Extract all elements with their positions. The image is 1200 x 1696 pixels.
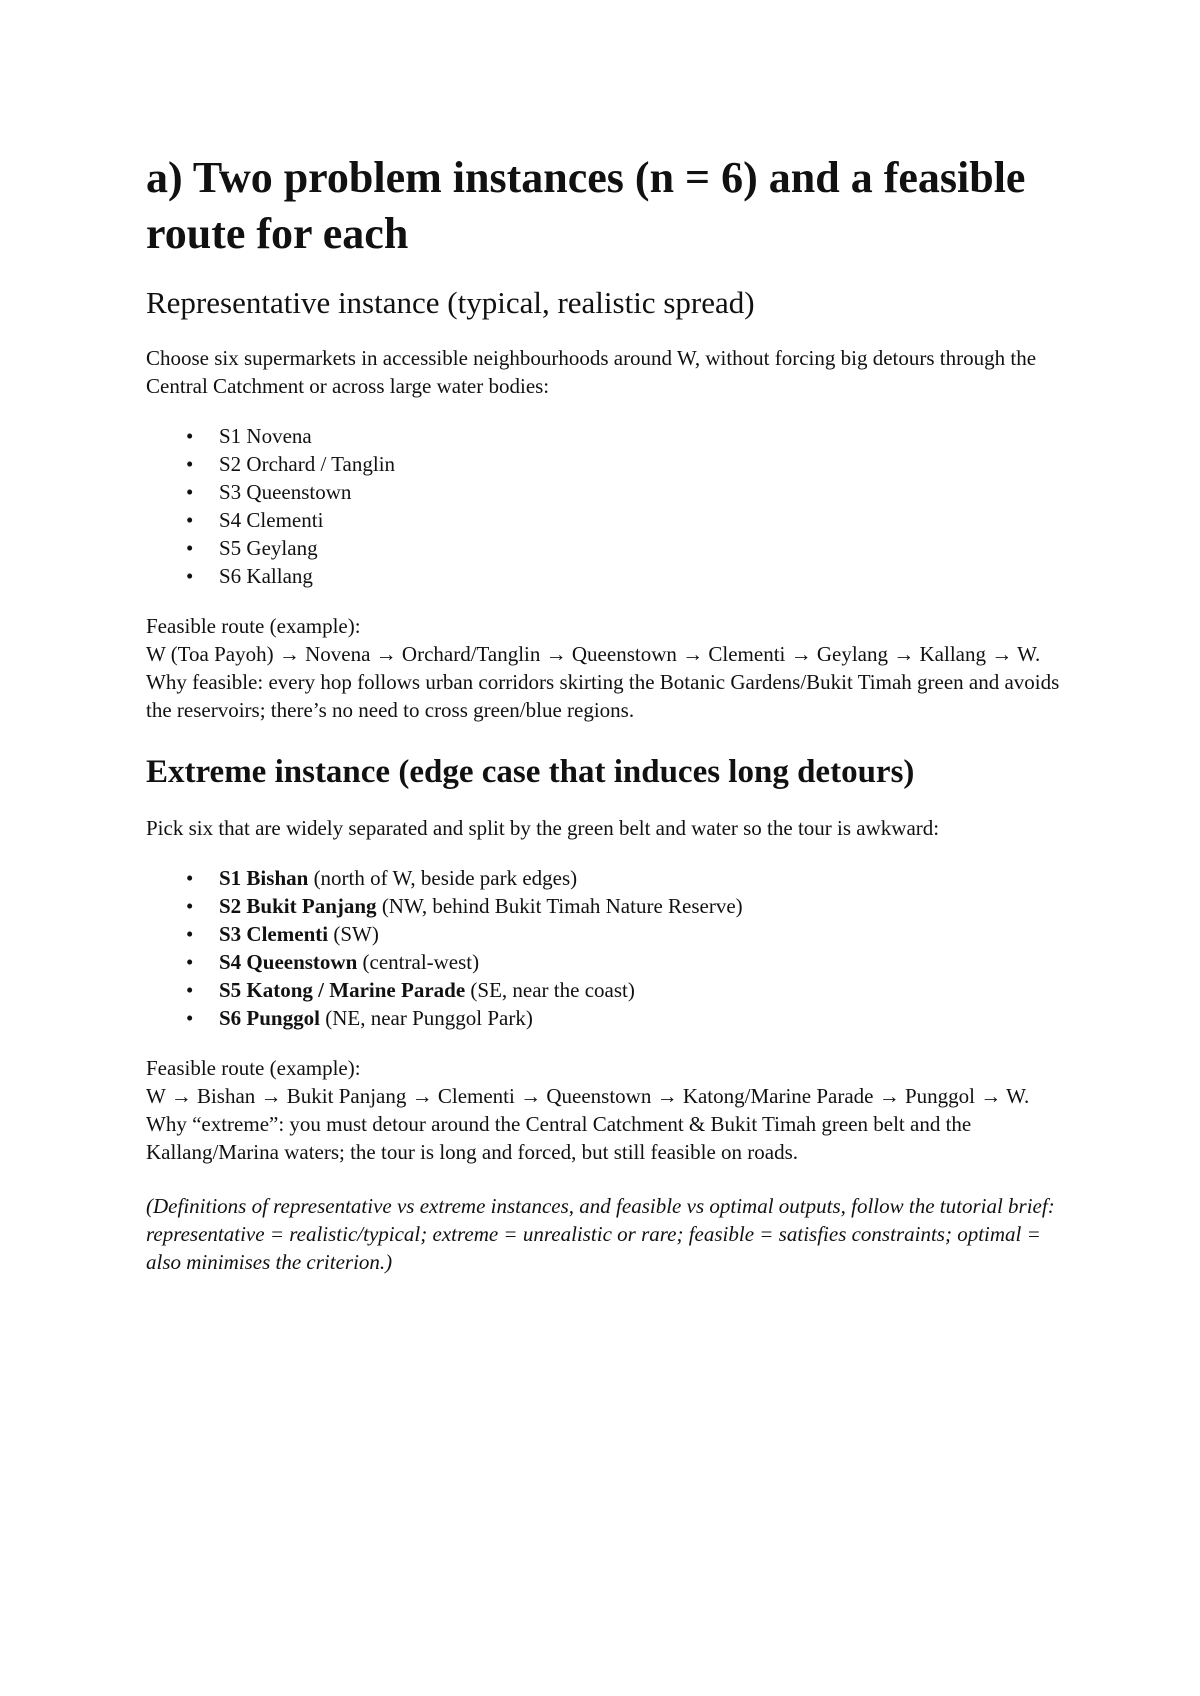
list-item: • S4 Clementi <box>146 506 1066 534</box>
store-name: S2 Bukit Panjang <box>219 894 377 918</box>
list-item: • S2 Orchard / Tanglin <box>146 450 1066 478</box>
list-item <box>146 948 1066 976</box>
store-name: S3 Clementi <box>219 922 329 946</box>
list-item <box>146 920 1066 948</box>
store-note: (NW, behind Bukit Timah Nature Reserve) <box>376 894 743 918</box>
route-label: Feasible route (example): <box>146 1056 361 1080</box>
extreme-route-block <box>146 1054 1066 1166</box>
representative-intro: Choose six supermarkets in accessible neighbourhoods around W, without forcing big detours through the Central Catchment or across large water bodies: <box>146 346 1037 398</box>
page-title: a) Two problem instances (n = 6) and a feasible route for each <box>146 153 1026 258</box>
representative-store-list <box>146 422 1066 590</box>
extreme-intro: Pick six that are widely separated and split by the green belt and water so the tour is awkward: <box>146 816 940 840</box>
list-item: • S1 Novena <box>146 422 1066 450</box>
store-name: S6 Punggol <box>219 1006 320 1030</box>
store-note: (SW) <box>328 922 379 946</box>
list-item: • S6 Kallang <box>146 562 1066 590</box>
why-text: Why feasible: every hop follows urban corridors skirting the Botanic Gardens/Bukit Timah green and avoids the reservoirs; there’s no need to cross green/blue regions. <box>146 670 1060 722</box>
store-name: S4 Queenstown <box>219 950 358 974</box>
store-note: (central-west) <box>357 950 480 974</box>
route-text: W → Bishan → Bukit Panjang → Clementi → Queenstown → Katong/Marine Parade → Punggol → W. <box>146 1084 1030 1108</box>
extreme-title: Extreme instance (edge case that induces long detours) <box>146 754 915 790</box>
why-text: Why “extreme”: you must detour around the Central Catchment & Bukit Timah green belt and the Kallang/Marina waters; the tour is long and forced, but still feasible on roads. <box>146 1112 972 1164</box>
list-item: • S3 Queenstown <box>146 478 1066 506</box>
store-name: S1 Bishan <box>219 866 309 890</box>
representative-route-block <box>146 612 1066 724</box>
route-text: W (Toa Payoh) → Novena → Orchard/Tanglin → Queenstown → Clementi → Geylang → Kallang → W. <box>146 642 1041 666</box>
list-item <box>146 892 1066 920</box>
extreme-store-list <box>146 864 1066 1032</box>
representative-title: Representative instance (typical, realistic spread) <box>146 285 755 320</box>
footnote: (Definitions of representative vs extreme instances, and feasible vs optimal outputs, follow the tutorial brief: representative = realistic/typical; extreme = unrealistic or rare; feasible = satisfies constraints; optimal = also minimises the criterion.) <box>146 1194 1055 1274</box>
list-item: • S5 Geylang <box>146 534 1066 562</box>
list-item <box>146 1004 1066 1032</box>
store-note: (SE, near the coast) <box>465 978 635 1002</box>
document-page <box>146 150 1066 1276</box>
list-item <box>146 864 1066 892</box>
route-label: Feasible route (example): <box>146 614 361 638</box>
store-note: (north of W, beside park edges) <box>308 866 578 890</box>
store-name: S5 Katong / Marine Parade <box>219 978 466 1002</box>
store-note: (NE, near Punggol Park) <box>319 1006 533 1030</box>
list-item <box>146 976 1066 1004</box>
